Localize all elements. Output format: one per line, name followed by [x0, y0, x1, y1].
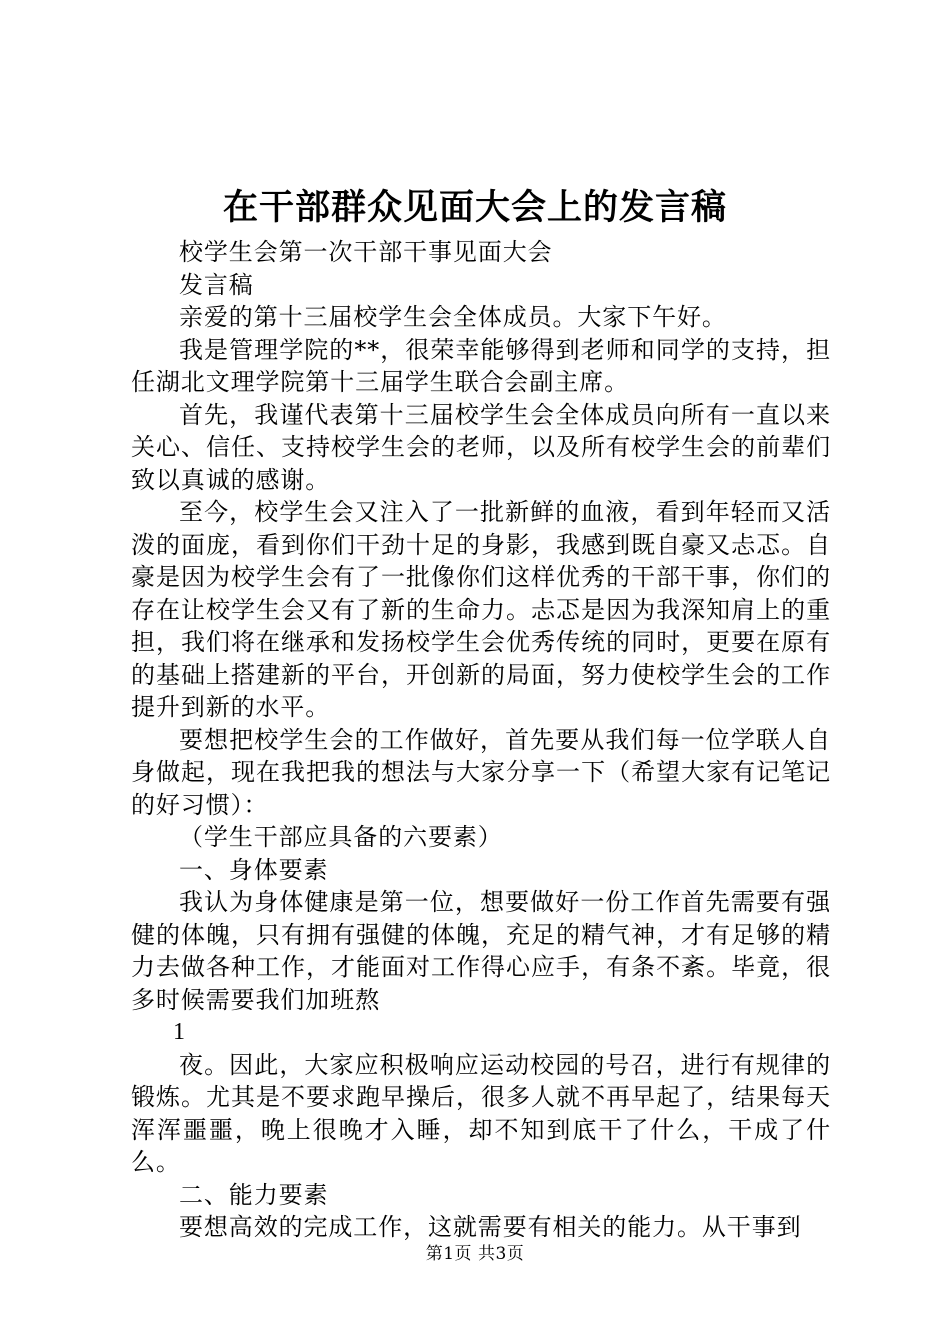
paragraph-exercise: 夜。因此，大家应积极响应运动校园的号召，进行有规律的锻炼。尤其是不要求跑早操后，很多人就不再早起了，结果每天浑浑噩噩，晚上很晚才入睡，却不知到底干了什么，干成了什么。 — [131, 1050, 831, 1176]
paragraph-six-elements-heading: （学生干部应具备的六要素） — [179, 823, 503, 851]
paragraph-sharing-intro: 要想把校学生会的工作做好，首先要从我们每一位学联人自身做起，现在我把我的想法与大家分享一下（希望大家有记笔记的好习惯）： — [131, 725, 831, 819]
paragraph-self-introduction: 我是管理学院的**，很荣幸能够得到老师和同学的支持，担任湖北文理学院第十三届学生联合会副主席。 — [131, 335, 831, 396]
document-title: 在干部群众见面大会上的发言稿 — [222, 187, 727, 228]
paragraph-greeting: 亲爱的第十三届校学生会全体成员。大家下午好。 — [179, 303, 727, 331]
paragraph-subtitle-line2: 发言稿 — [179, 270, 254, 299]
section-heading-physical: 一、身体要素 — [179, 855, 329, 884]
paragraph-physical-health: 我认为身体健康是第一位，想要做好一份工作首先需要有强健的体魄，只有拥有强健的体魄，充足的精气神，才有足够的精力去做各种工作，才能面对工作得心应手，有条不紊。毕竟，很多时候需要我们加班熬 — [131, 888, 831, 1014]
page-number-marker: 1 — [173, 1019, 186, 1045]
section-heading-ability: 二、能力要素 — [179, 1180, 329, 1209]
paragraph-ability: 要想高效的完成工作，这就需要有相关的能力。从干事到 — [179, 1213, 802, 1241]
page-footer: 第1页 共3页 — [425, 1244, 525, 1264]
paragraph-subtitle-line1: 校学生会第一次干部干事见面大会 — [179, 238, 553, 266]
paragraph-new-members: 至今，校学生会又注入了一批新鲜的血液，看到年轻而又活泼的面庞，看到你们干劲十足的身影，我感到既自豪又忐忑。自豪是因为校学生会有了一批像你们这样优秀的干部干事，你们的存在让校学生会又有了新的生命力。忐忑是因为我深知肩上的重担，我们将在继承和发扬校学生会优秀传统的同时，更要在原有的基础上搭建新的平台，开创新的局面，努力使校学生会的工作提升到新的水平。 — [131, 498, 831, 721]
document-body — [131, 236, 831, 1244]
paragraph-thanks: 首先，我谨代表第十三届校学生会全体成员向所有一直以来关心、信任、支持校学生会的老师，以及所有校学生会的前辈们致以真诚的感谢。 — [131, 400, 831, 494]
